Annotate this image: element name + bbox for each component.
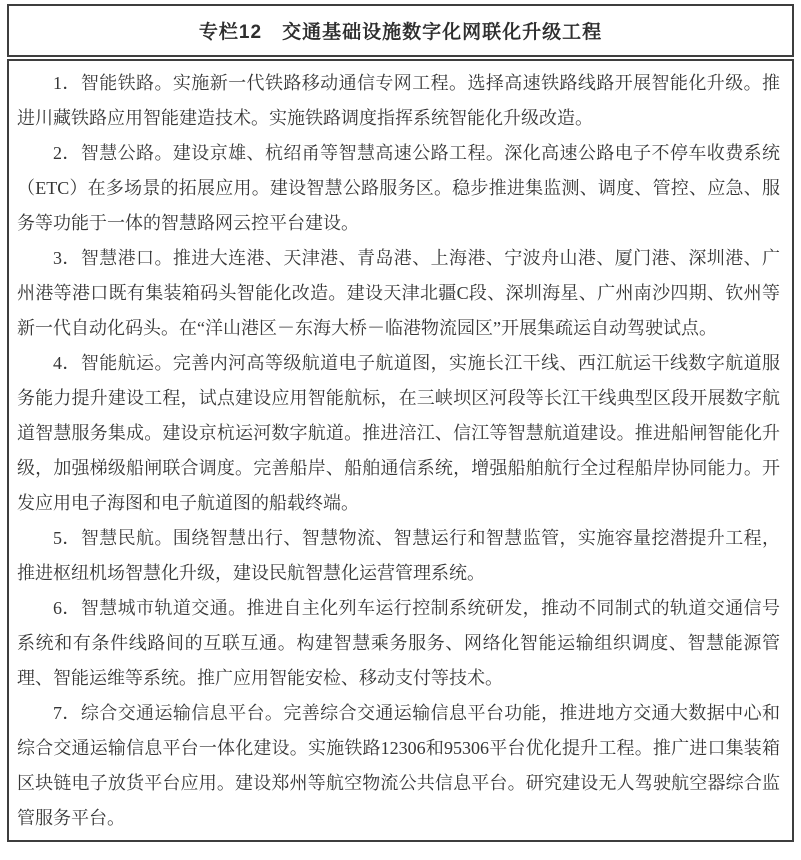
paragraph-number: 1． bbox=[53, 73, 81, 93]
paragraph-lead: 智能铁路。 bbox=[80, 73, 173, 93]
paragraph-smart-railway bbox=[17, 66, 780, 136]
paragraph-text: 完善内河高等级航道电子航道图，实施长江干线、西江航运干线数字航道服务能力提升建设工程，试点建设应用智能航标，在三峡坝区河段等长江干线典型区段开展数字航道智慧服务集成。建设京杭运河数字航道。推进涪江、信江等智慧航道建设。推进船闸智能化升级，加强梯级船闸联合调度。完善船岸、船舶通信系统，增强船舶航行全过程船岸协同能力。开发应用电子海图和电子航道图的船载终端。 bbox=[17, 353, 781, 513]
paragraph-text: 实施新一代铁路移动通信专网工程。选择高速铁路线路开展智能化升级。推进川藏铁路应用智能建造技术。实施铁路调度指挥系统智能化升级改造。 bbox=[17, 73, 781, 128]
panel-body bbox=[7, 59, 794, 842]
paragraph-text: 建设京雄、杭绍甬等智慧高速公路工程。深化高速公路电子不停车收费系统（ETC）在多场景的拓展应用。建设智慧公路服务区。稳步推进集监测、调度、管控、应急、服务等功能于一体的智慧路网云控平台建设。 bbox=[17, 143, 781, 233]
panel-title-bar bbox=[7, 4, 794, 57]
paragraph-lead: 智能航运。 bbox=[80, 353, 173, 373]
paragraph-number: 7． bbox=[53, 703, 81, 723]
paragraph-text: 围绕智慧出行、智慧物流、智慧运行和智慧监管，实施容量挖潜提升工程，推进枢纽机场智慧化升级，建设民航智慧化运营管理系统。 bbox=[17, 528, 781, 583]
paragraph-smart-civil-aviation bbox=[17, 521, 780, 591]
panel-title-number: 专栏12 bbox=[198, 22, 263, 43]
paragraph-lead: 智慧港口。 bbox=[80, 248, 173, 268]
paragraph-number: 6． bbox=[53, 598, 81, 618]
paragraph-number: 5． bbox=[53, 528, 81, 548]
paragraph-smart-urban-rail bbox=[17, 591, 780, 696]
paragraph-lead: 智慧城市轨道交通。 bbox=[80, 598, 247, 618]
paragraph-lead: 智慧民航。 bbox=[80, 528, 173, 548]
paragraph-number: 4． bbox=[53, 353, 81, 373]
paragraph-text: 完善综合交通运输信息平台功能，推进地方交通大数据中心和综合交通运输信息平台一体化建设。实施铁路12306和95306平台优化提升工程。推广进口集装箱区块链电子放货平台应用。建设郑州等航空物流公共信息平台。研究建设无人驾驶航空器综合监管服务平台。 bbox=[17, 703, 781, 828]
paragraph-text: 推进自主化列车运行控制系统研发，推动不同制式的轨道交通信号系统和有条件线路间的互联互通。构建智慧乘务服务、网络化智能运输组织调度、智慧能源管理、智能运维等系统。推广应用智能安检、移动支付等技术。 bbox=[17, 598, 781, 688]
paragraph-number: 3． bbox=[53, 248, 81, 268]
paragraph-number: 2． bbox=[53, 143, 81, 163]
paragraph-lead: 智慧公路。 bbox=[80, 143, 173, 163]
paragraph-smart-shipping bbox=[17, 346, 780, 521]
paragraph-lead: 综合交通运输信息平台。 bbox=[80, 703, 284, 723]
paragraph-smart-port bbox=[17, 241, 780, 346]
paragraph-integrated-transport-info-platform bbox=[17, 696, 780, 836]
panel-title-text: 交通基础设施数字化网联化升级工程 bbox=[282, 22, 603, 43]
paragraph-smart-highway bbox=[17, 136, 780, 241]
paragraph-text: 推进大连港、天津港、青岛港、上海港、宁波舟山港、厦门港、深圳港、广州港等港口既有集装箱码头智能化改造。建设天津北疆C段、深圳海星、广州南沙四期、钦州等新一代自动化码头。在“洋山港区－东海大桥－临港物流园区”开展集疏运自动驾驶试点。 bbox=[17, 248, 781, 338]
